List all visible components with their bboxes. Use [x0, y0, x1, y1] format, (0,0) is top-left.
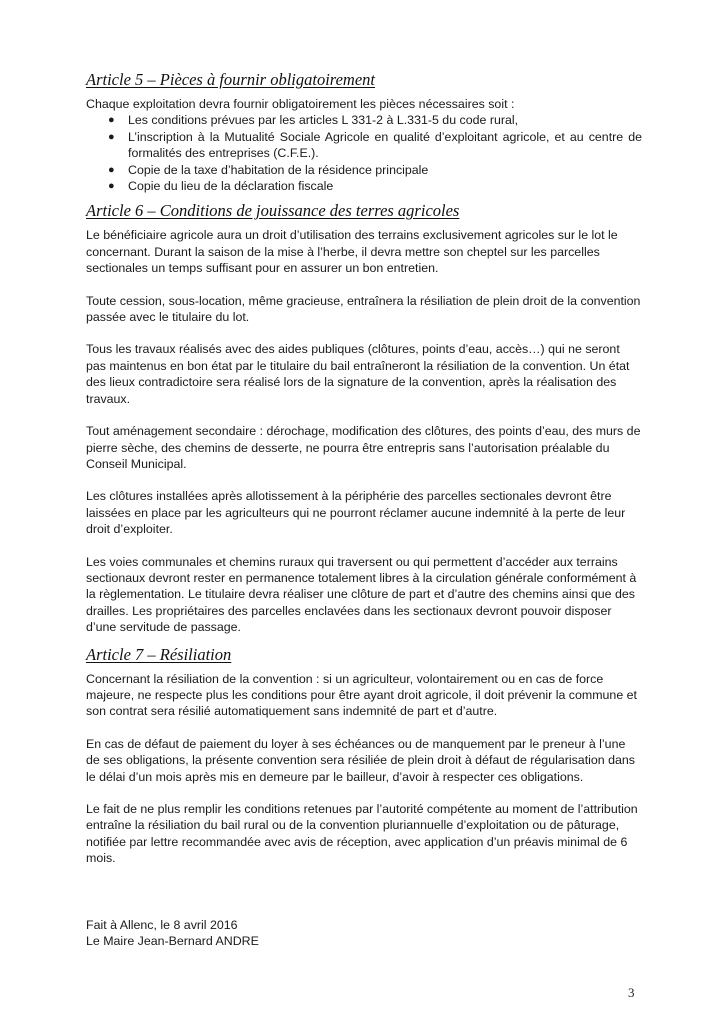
list-item: ● Copie du lieu de la déclaration fiscale [108, 179, 334, 194]
list-item: ● Copie de la taxe d’habitation de la résidence principale [108, 162, 429, 177]
paragraph: Toute cession, sous-location, même gracieuse, entraînera la résiliation de plein droit de la convention passée avec le titulaire du lot. [86, 293, 641, 325]
signatory: Le Maire Jean-Bernard ANDRE [86, 934, 259, 949]
article-7-heading: Article 7 – Résiliation [86, 644, 232, 664]
paragraph: Les voies communales et chemins ruraux qui traversent ou qui permettent d’accéder aux terrains sectionaux devront rester en permanence totalement libres à la circulation générale conformément à la règlementation. Le titulaire devra réaliser une clôture de part et d’autre des chemins ainsi que des drailles. Les propriétaires des parcelles enclavées dans les sectionaux devront pouvoir disposer d’une servitude de passage. [86, 554, 637, 635]
bullet-icon: ● [108, 163, 115, 176]
place-date: Fait à Allenc, le 8 avril 2016 [86, 918, 238, 932]
paragraph: Les clôtures installées après allotissement à la périphérie des parcelles sectionales devront être laissées en place par les agriculteurs qui ne pourront réclamer aucune indemnité à la perte de leur droit d’exploiter. [86, 489, 626, 537]
paragraph: En cas de défaut de paiement du loyer à ses échéances ou de manquement par le preneur à l’une de ses obligations, la présente convention sera résiliée de plein droit à défaut de régularisation dans le délai d’un mois après mis en demeure par le bailleur, d’avoir à respecter ces obligations. [86, 736, 635, 784]
list-item: ● Les conditions prévues par les articles L 331-2 à L.331-5 du code rural, [108, 113, 519, 128]
bullet-icon: ● [108, 180, 115, 193]
paragraph: Tous les travaux réalisés avec des aides publiques (clôtures, points d’eau, accès…) qui ne seront pas maintenus en bon état par le titulaire du bail entraîneront la résiliation de la convention. Un état des lieux contradictoire sera réalisé lors de la signature de la convention, après la réalisation des travaux. [86, 342, 630, 406]
list-item: ● L’inscription à la Mutualité Sociale Agricole en qualité d’exploitant agricole, et au centre de formalités des entreprises (C.F.E.). [108, 129, 642, 161]
page-number: 3 [628, 985, 635, 1000]
bullet-icon: ● [108, 130, 115, 143]
paragraph: Le fait de ne plus remplir les conditions retenues par l’autorité compétente au moment de l’attribution entraîne la résiliation du bail rural ou de la convention pluriannuelle d’exploitation ou de pâturage, notifiée par lettre recommandée avec avis de réception, avec application d’un préavis minimal de 6 mois. [86, 802, 638, 866]
article-5-heading: Article 5 – Pièces à fournir obligatoirement [86, 70, 376, 89]
document-body [86, 70, 642, 867]
article-5-intro: Chaque exploitation devra fournir obligatoirement les pièces nécessaires soit : [86, 97, 515, 111]
bullet-icon: ● [108, 114, 115, 127]
signature-block [86, 917, 259, 950]
paragraph: Concernant la résiliation de la convention : si un agriculteur, volontairement ou en cas de force majeure, ne respecte plus les conditions pour être ayant droit agricole, il doit prévenir la commune et son contrat sera résilié automatiquement sans indemnité de part et d’autre. [86, 671, 637, 719]
article-6-heading: Article 6 – Conditions de jouissance des terres agricoles [86, 201, 460, 221]
article-5-list [86, 112, 642, 194]
paragraph: Le bénéficiaire agricole aura un droit d’utilisation des terrains exclusivement agricoles sur le lot le concernant. Durant la saison de la mise à l’herbe, il devra mettre son cheptel sur les parcelles sectionales un temps suffisant pour en assurer un bon entretien. [86, 228, 618, 276]
paragraph: Tout aménagement secondaire : dérochage, modification des clôtures, des points d’eau, des murs de pierre sèche, des chemins de desserte, ne pourra être entrepris sans l’autorisation préalable du Conseil Municipal. [86, 424, 641, 471]
